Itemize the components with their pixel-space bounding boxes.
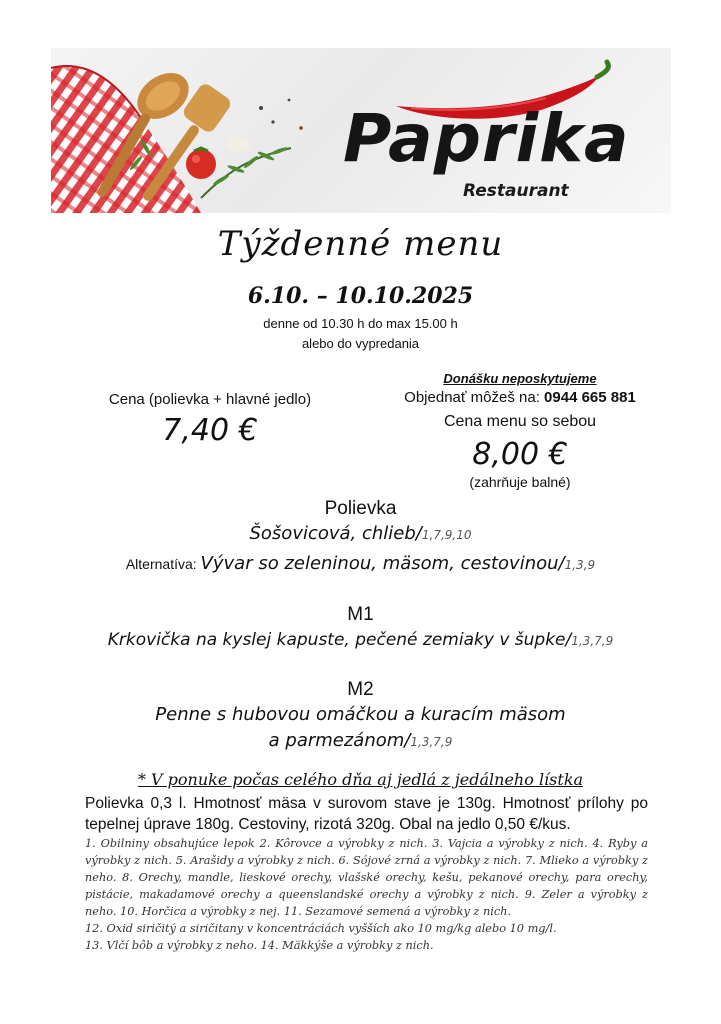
soup-heading: Polievka: [324, 498, 397, 519]
price-label: Cena (polievka + hlavné jedlo): [108, 391, 312, 408]
menu-dates: 6.10. – 10.10.2025: [247, 283, 474, 309]
daily-menu-note: * V ponuke počas celého dňa aj jedlá z jedálneho lístka: [137, 770, 584, 789]
soup-allergens: 1,7,9,10: [421, 528, 472, 542]
logo-subtitle: Restaurant: [463, 181, 569, 201]
m1-heading: M1: [347, 604, 374, 625]
alternative-allergens: 1,3,9: [564, 558, 596, 572]
header-banner: [51, 48, 671, 213]
takeaway-price-label: Cena menu so sebou: [443, 413, 597, 430]
allergen-legend-line: 13. Vlčí bôb a výrobky z neho. 14. Mäkkýše a výrobky z nich.: [85, 939, 434, 952]
allergen-legend-line: 12. Oxid siričitý a siričitany v koncentráciách vyšších ako 10 mg/kg alebo 10 mg/l.: [85, 922, 557, 935]
m2-heading: M2: [347, 679, 374, 700]
portion-info: Polievka 0,3 l. Hmotnosť mäsa v surovom stave je 130g. Hmotnosť prílohy po tepelnej úprave 180g. Cestoviny, rizotá 320g. Obal na jedlo 0,50 €/kus.: [85, 795, 648, 833]
opening-hours-line: alebo do vypredania: [301, 336, 420, 351]
page-title: Týždenné menu: [217, 224, 504, 264]
logo-wordmark: Paprika: [343, 100, 630, 177]
m2-allergens: 1,3,7,9: [410, 735, 453, 749]
m1-allergens: 1,3,7,9: [571, 634, 614, 648]
soup-dish: [0, 523, 721, 544]
allergen-legend: [85, 835, 648, 954]
soup-alternative: [0, 553, 721, 574]
opening-hours: [0, 314, 721, 354]
soup-name: Šošovicová, chlieb/: [249, 523, 422, 544]
no-delivery-note: Donášku neposkytujeme: [443, 371, 597, 386]
order-text: Objednať môžeš na:: [404, 389, 545, 406]
phone-number: 0944 665 881: [544, 389, 636, 406]
m2-dish-line1: Penne s hubovou omáčkou a kuracím mäsom: [155, 704, 566, 725]
packaging-note: (zahrňuje balné): [469, 474, 571, 490]
m2-name: a parmezánom/: [268, 730, 411, 751]
order-line: [370, 389, 670, 406]
allergen-legend-line: 1. Obilniny obsahujúce lepok 2. Kôrovce a výrobky z nich. 3. Vajcia a výrobky z nich. 4. Ryby a výrobky z nich. 5. Arašidy a výrobky z nich. 6. Sójové zrná a výrobky z nich. 7. Mlieko a výrobky z neho. 8. Orechy, mandle, lieskové orechy, vlašské orechy, kešu, pekanové orechy, para orechy, pistácie, makadamové orechy a queenslandské orechy a výrobky z nich. 9. Zeler a výrobky z neho. 10. Horčica a výrobky z nej. 11. Sezamové semená a výrobky z nich.: [85, 837, 648, 918]
m1-dish: [0, 630, 721, 650]
alternative-name: Vývar so zeleninou, mäsom, cestovinou/: [200, 553, 565, 574]
price-value: 7,40 €: [162, 413, 258, 448]
alternative-label: Alternatíva:: [125, 556, 201, 572]
opening-hours-line: denne od 10.30 h do max 15.00 h: [263, 316, 458, 331]
takeaway-price-value: 8,00 €: [472, 437, 568, 472]
m1-name: Krkovička na kyslej kapuste, pečené zemiaky v šupke/: [107, 630, 572, 650]
m2-dish-line2: [0, 730, 721, 751]
